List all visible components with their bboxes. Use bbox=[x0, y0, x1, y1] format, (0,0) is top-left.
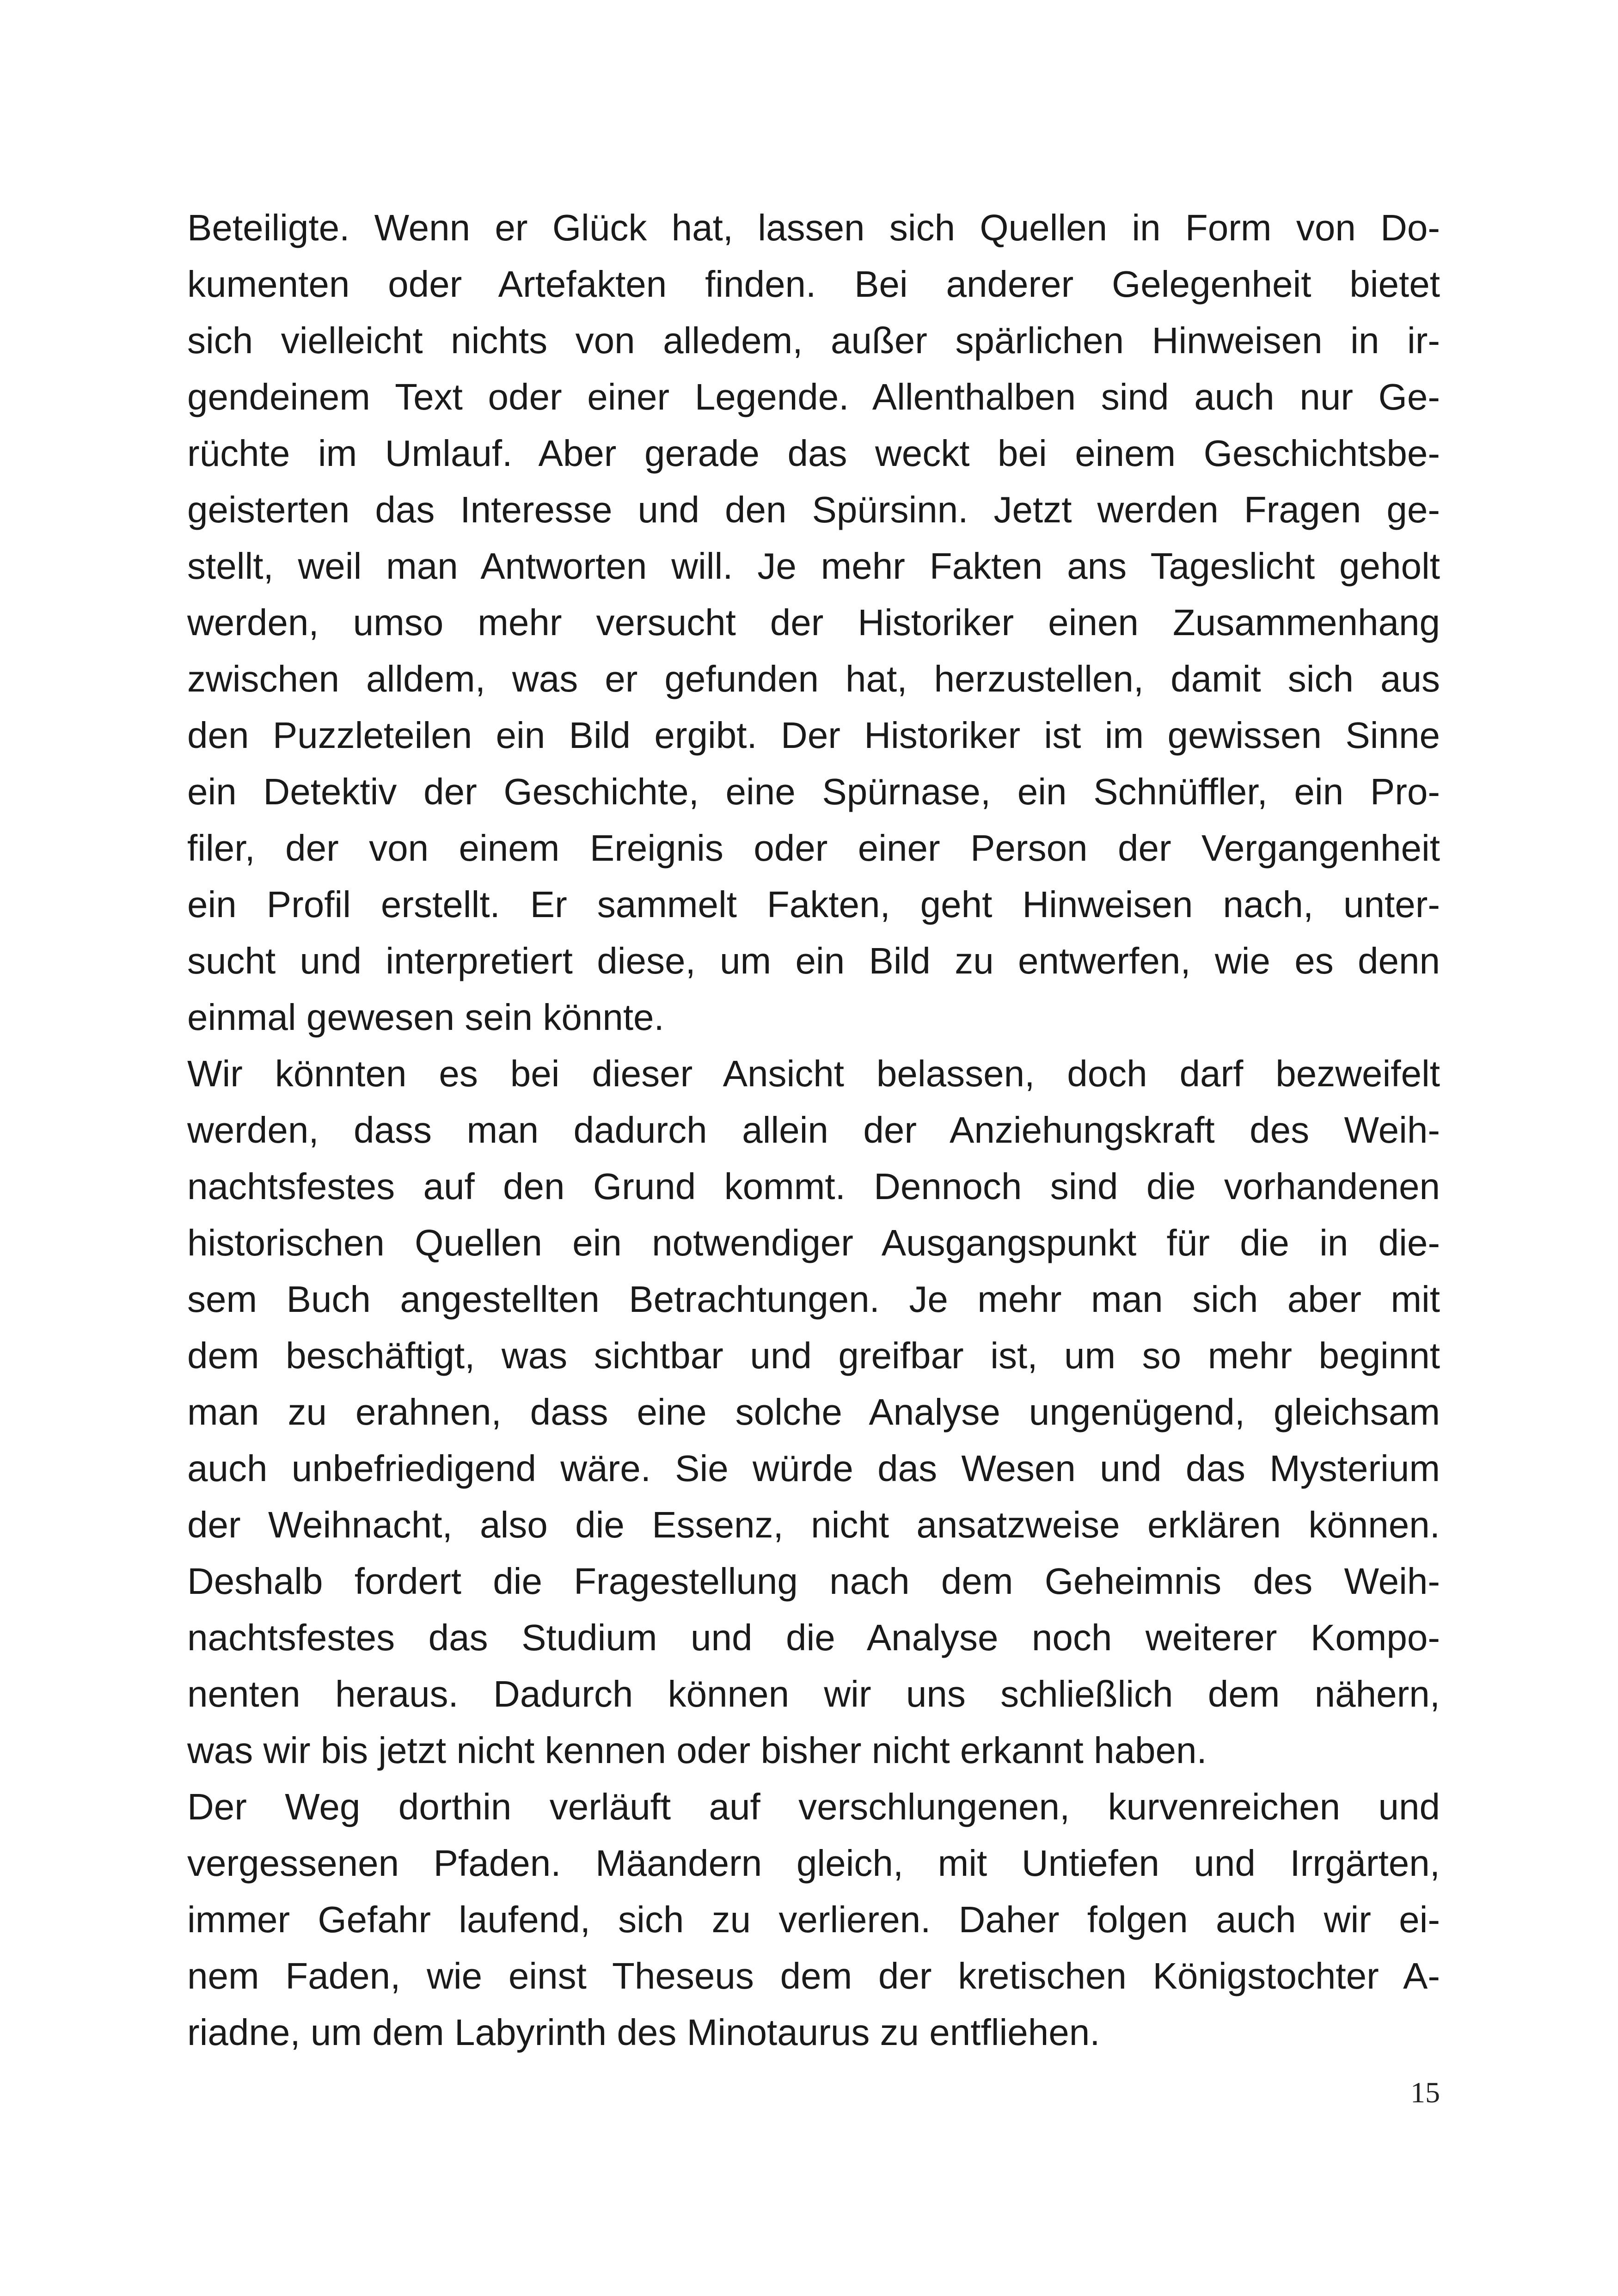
text-line: nachtsfestes das Studium und die Analyse noch weiterer Kompo- bbox=[187, 1617, 1440, 1658]
text-line: zwischen alldem, was er gefunden hat, herzustellen, damit sich aus bbox=[187, 658, 1440, 699]
body-text bbox=[187, 200, 1440, 2061]
text-line: Wir könnten es bei dieser Ansicht belassen, doch darf bezweifelt bbox=[187, 1053, 1440, 1094]
paragraph-1 bbox=[187, 200, 1440, 1046]
text-line: nem Faden, wie einst Theseus dem der kretischen Königstochter A- bbox=[187, 1955, 1440, 1996]
text-line: den Puzzleteilen ein Bild ergibt. Der Historiker ist im gewissen Sinne bbox=[187, 715, 1440, 756]
text-line: was wir bis jetzt nicht kennen oder bisher nicht erkannt haben. bbox=[187, 1730, 1207, 1771]
text-line: ein Detektiv der Geschichte, eine Spürnase, ein Schnüffler, ein Pro- bbox=[187, 771, 1440, 812]
text-line: vergessenen Pfaden. Mäandern gleich, mit Untiefen und Irrgärten, bbox=[187, 1843, 1440, 1884]
text-line: Der Weg dorthin verläuft auf verschlungenen, kurvenreichen und bbox=[187, 1786, 1440, 1827]
paragraph-3 bbox=[187, 1779, 1440, 2061]
text-line: sich vielleicht nichts von alledem, außer spärlichen Hinweisen in ir- bbox=[187, 320, 1440, 361]
text-line: man zu erahnen, dass eine solche Analyse ungenügend, gleichsam bbox=[187, 1391, 1440, 1433]
text-line: filer, der von einem Ereignis oder einer Person der Vergangenheit bbox=[187, 827, 1440, 869]
text-line: ein Profil erstellt. Er sammelt Fakten, geht Hinweisen nach, unter- bbox=[187, 884, 1440, 925]
text-line: Deshalb fordert die Fragestellung nach dem Geheimnis des Weih- bbox=[187, 1561, 1440, 1602]
text-line: nenten heraus. Dadurch können wir uns schließlich dem nähern, bbox=[187, 1673, 1440, 1714]
text-line: werden, dass man dadurch allein der Anziehungskraft des Weih- bbox=[187, 1109, 1440, 1151]
text-line: auch unbefriedigend wäre. Sie würde das Wesen und das Mysterium bbox=[187, 1448, 1440, 1489]
text-line: Beteiligte. Wenn er Glück hat, lassen sich Quellen in Form von Do- bbox=[187, 207, 1440, 248]
text-line: stellt, weil man Antworten will. Je mehr Fakten ans Tageslicht geholt bbox=[187, 545, 1440, 587]
text-line: riadne, um dem Labyrinth des Minotaurus zu entfliehen. bbox=[187, 2012, 1100, 2053]
text-line: kumenten oder Artefakten finden. Bei anderer Gelegenheit bietet bbox=[187, 263, 1440, 305]
text-line: sucht und interpretiert diese, um ein Bild zu entwerfen, wie es denn bbox=[187, 940, 1440, 981]
text-line: werden, umso mehr versucht der Historiker einen Zusammenhang bbox=[187, 602, 1440, 643]
text-line: immer Gefahr laufend, sich zu verlieren. Daher folgen auch wir ei- bbox=[187, 1899, 1440, 1940]
text-line: historischen Quellen ein notwendiger Ausgangspunkt für die in die- bbox=[187, 1222, 1440, 1263]
text-line: rüchte im Umlauf. Aber gerade das weckt bei einem Geschichtsbe- bbox=[187, 433, 1440, 474]
text-line: gendeinem Text oder einer Legende. Allenthalben sind auch nur Ge- bbox=[187, 376, 1440, 417]
page-number: 15 bbox=[1410, 2076, 1440, 2109]
text-line: nachtsfestes auf den Grund kommt. Dennoch sind die vorhandenen bbox=[187, 1166, 1440, 1207]
text-line: dem beschäftigt, was sichtbar und greifbar ist, um so mehr beginnt bbox=[187, 1335, 1440, 1376]
text-line: einmal gewesen sein könnte. bbox=[187, 997, 664, 1038]
text-line: sem Buch angestellten Betrachtungen. Je mehr man sich aber mit bbox=[187, 1279, 1440, 1320]
paragraph-2 bbox=[187, 1046, 1440, 1779]
text-line: der Weihnacht, also die Essenz, nicht ansatzweise erklären können. bbox=[187, 1504, 1440, 1545]
text-line: geisterten das Interesse und den Spürsinn. Jetzt werden Fragen ge- bbox=[187, 489, 1440, 530]
